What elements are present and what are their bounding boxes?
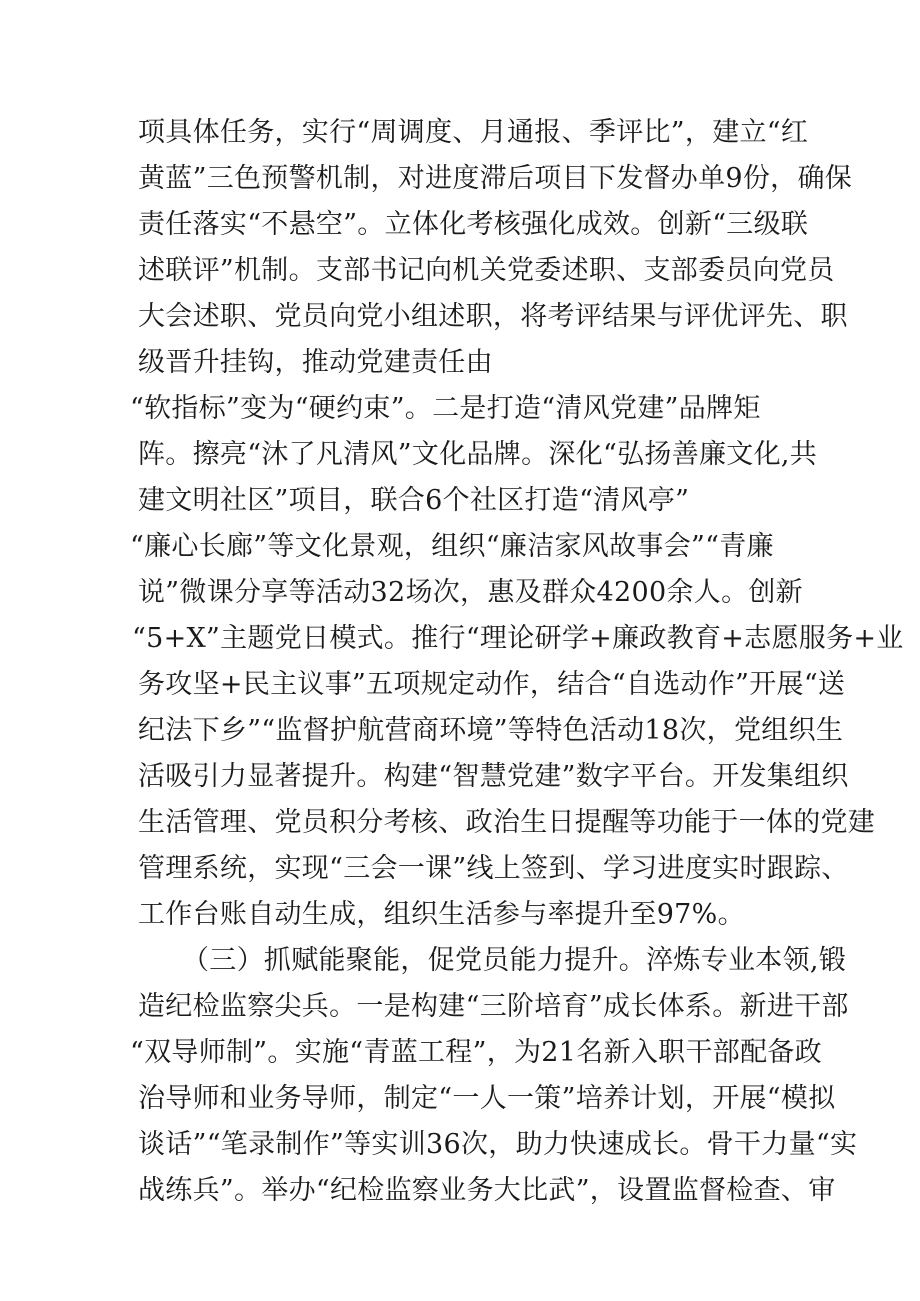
text-line: 管理系统，实现“三会一课”线上签到、学习进度实时跟踪、 bbox=[138, 853, 849, 884]
text-line: 战练兵”。举办“纪检监察业务大比武”，设置监督检查、审 bbox=[138, 1175, 836, 1206]
text-line: 黄蓝”三色预警机制，对进度滞后项目下发督办单9份，确保 bbox=[138, 163, 853, 194]
text-line: 大会述职、党员向党小组述职，将考评结果与评优评先、职 bbox=[138, 301, 848, 332]
text-line: 活吸引力显著提升。构建“智慧党建”数字平台。开发集组织 bbox=[138, 761, 849, 792]
text-line: 造纪检监察尖兵。一是构建“三阶培育”成长体系。新进干部 bbox=[138, 991, 849, 1022]
text-line: “双导师制”。实施“青蓝工程”，为21名新入职干部配备政 bbox=[130, 1037, 822, 1068]
text-line: 项具体任务，实行“周调度、月通报、季评比”，建立“红 bbox=[138, 117, 809, 148]
text-line: 生活管理、党员积分考核、政治生日提醒等功能于一体的党建 bbox=[138, 807, 876, 838]
text-line: 说”微课分享等活动32场次，惠及群众4200余人。创新 bbox=[138, 577, 803, 608]
text-line: 述联评”机制。支部书记向机关党委述职、支部委员向党员 bbox=[138, 255, 835, 286]
text-line: 责任落实“不悬空”。立体化考核强化成效。创新“三级联 bbox=[138, 209, 809, 240]
text-line: 纪法下乡”“监督护航营商环境”等特色活动18次，党组织生 bbox=[138, 715, 844, 746]
text-line: 级晋升挂钩，推动党建责任由 bbox=[138, 347, 493, 378]
paragraph-heading-line: （三）抓赋能聚能，促党员能力提升。淬炼专业本领,锻 bbox=[182, 945, 847, 976]
text-line: 谈话”“笔录制作”等实训36次，助力快速成长。骨干力量“实 bbox=[138, 1129, 858, 1160]
text-line: “廉心长廊”等文化景观，组织“廉洁家风故事会”“青廉 bbox=[130, 531, 774, 562]
text-line: “软指标”变为“硬约束”。二是打造“清风党建”品牌矩 bbox=[130, 393, 761, 424]
text-line: 务攻坚+民主议事”五项规定动作，结合“自选动作”开展“送 bbox=[138, 669, 846, 700]
text-line: 建文明社区”项目，联合6个社区打造“清风亭” bbox=[138, 485, 690, 516]
text-line: 阵。擦亮“沐了凡清风”文化品牌。深化“弘扬善廉文化,共 bbox=[138, 439, 818, 470]
text-line: 治导师和业务导师，制定“一人一策”培养计划，开展“模拟 bbox=[138, 1083, 836, 1114]
text-line: “5+X”主题党日模式。推行“理论研学+廉政教育+志愿服务+业 bbox=[132, 623, 904, 654]
text-line: 工作台账自动生成，组织生活参与率提升至97%。 bbox=[138, 899, 745, 930]
